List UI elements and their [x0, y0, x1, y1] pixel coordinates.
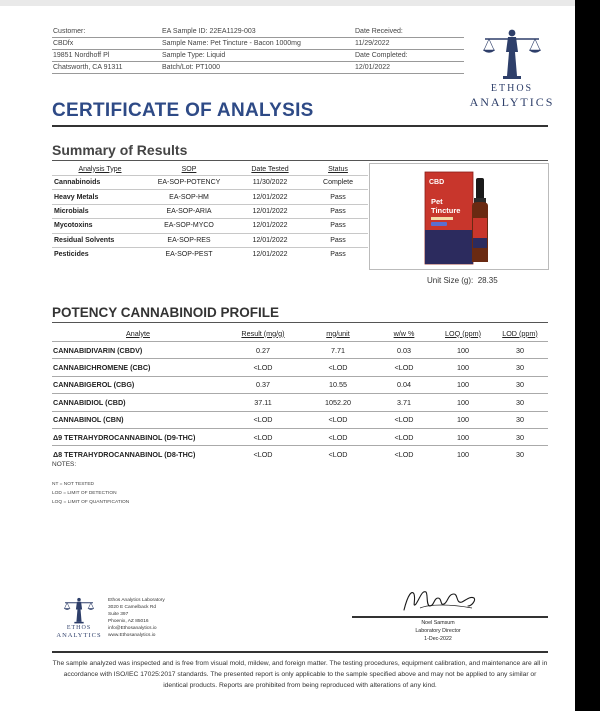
result-cell: 37.11	[224, 394, 302, 411]
footer-logo-line1: ETHOS	[66, 625, 92, 631]
col-lod: LOD (ppm)	[502, 328, 538, 338]
ww-cell: <LOD	[374, 359, 434, 376]
table-row	[52, 190, 368, 204]
unit-size	[427, 276, 498, 285]
sample-name: Sample Name: Pet Tincture - Bacon 1000mg	[162, 40, 301, 47]
lab-street: 3020 E Camelback Rd	[108, 604, 156, 610]
status-cell: Pass	[308, 204, 368, 218]
col-analyte: Analyte	[126, 328, 150, 338]
product-photo	[422, 168, 498, 266]
customer-name: CBDfx	[53, 40, 74, 47]
date-cell: 12/01/2022	[232, 190, 308, 204]
lod-cell: 30	[492, 411, 548, 428]
sop-cell: EA-SOP-HM	[146, 190, 232, 204]
ww-cell: 0.03	[374, 342, 434, 359]
top-edge	[0, 0, 600, 6]
result-cell: <LOD	[224, 428, 302, 445]
table-row	[52, 376, 548, 393]
customer-street: 19851 Nordhoff Pl	[53, 52, 110, 59]
date-received-value: 11/29/2022	[355, 40, 390, 47]
lab-name: Ethos Analytics Laboratory	[108, 598, 165, 603]
legend-nt: NT = NOT TESTED	[52, 482, 94, 487]
brand-label: CBD	[429, 179, 445, 186]
footer-logo-line2: ANALYTICS	[56, 632, 102, 639]
disclaimer-text: The sample analyzed was inspected and is free from visual mold, mildew, and foreign matter. The testing procedures, equipment calibration, and maintenance are all in accordance with ISO/IEC 17025:2017 standards. The presented report is only applicable to the sample specified above and may not be applied to any similar or identical products. Reports are prohibited from being reproduced with alterations of any kind.	[52, 660, 548, 689]
loq-cell: 100	[434, 446, 492, 463]
table-row	[52, 247, 368, 261]
date-cell: 12/01/2022	[232, 204, 308, 218]
logo-line1: ETHOS	[490, 83, 534, 94]
page-title: CERTIFICATE OF ANALYSIS	[52, 100, 314, 121]
potency-heading: POTENCY CANNABINOID PROFILE	[52, 305, 280, 320]
table-row	[52, 446, 548, 463]
table-row	[52, 233, 368, 247]
lab-website[interactable]: www.Ethosanalytics.io	[108, 632, 156, 638]
result-cell: <LOD	[224, 411, 302, 428]
lod-cell: 30	[492, 342, 548, 359]
col-mg-unit: mg/unit	[326, 328, 350, 338]
sop-cell: EA-SOP-POTENCY	[146, 176, 232, 190]
signer-role: Laboratory Director	[415, 627, 461, 634]
analysis-type-cell: Cannabinoids	[52, 176, 146, 190]
result-cell: <LOD	[224, 359, 302, 376]
result-cell: 0.27	[224, 342, 302, 359]
date-cell: 12/01/2022	[232, 219, 308, 233]
footer-divider	[52, 651, 548, 653]
status-cell: Pass	[308, 219, 368, 233]
table-row	[52, 394, 548, 411]
date-completed-value: 12/01/2022	[355, 64, 391, 71]
analysis-type-cell: Residual Solvents	[52, 233, 146, 247]
notes-label: NOTES:	[52, 461, 77, 468]
justice-logo-icon	[481, 26, 543, 84]
summary-table	[52, 163, 368, 261]
legend-loq: LOQ = LIMIT OF QUANTIFICATION	[52, 500, 130, 505]
col-sop: SOP	[181, 165, 197, 173]
potency-table	[52, 325, 548, 463]
table-row	[52, 411, 548, 428]
lod-cell: 30	[492, 428, 548, 445]
mg-unit-cell: <LOD	[302, 446, 374, 463]
header-divider	[52, 37, 464, 38]
lab-city: Phoenix, AZ 85016	[108, 618, 149, 624]
page-right-border	[575, 0, 600, 711]
mg-unit-cell: <LOD	[302, 428, 374, 445]
loq-cell: 100	[434, 359, 492, 376]
analyte-cell: CANNABICHROMENE (CBC)	[52, 359, 224, 376]
ww-cell: <LOD	[374, 446, 434, 463]
product-name-line2: Tincture	[431, 206, 461, 215]
legend-lod: LOD = LIMIT OF DETECTION	[52, 491, 117, 496]
analysis-type-cell: Pesticides	[52, 247, 146, 261]
ww-cell: <LOD	[374, 411, 434, 428]
status-cell: Complete	[308, 176, 368, 190]
table-row	[52, 219, 368, 233]
footer-justice-logo-icon	[62, 596, 96, 626]
col-date-tested: Date Tested	[251, 165, 289, 173]
sop-cell: EA-SOP-ARIA	[146, 204, 232, 218]
unit-size-value: 28.35	[477, 276, 498, 285]
ww-cell: <LOD	[374, 428, 434, 445]
mg-unit-cell: <LOD	[302, 411, 374, 428]
product-name-line1: Pet	[431, 197, 443, 206]
loq-cell: 100	[434, 376, 492, 393]
product-image-frame	[369, 163, 549, 270]
analyte-cell: Δ9 TETRAHYDROCANNABINOL (D9-THC)	[52, 428, 224, 445]
lab-suite: Suite 397	[108, 611, 129, 617]
sop-cell: EA-SOP-MYCO	[146, 219, 232, 233]
loq-cell: 100	[434, 411, 492, 428]
batch-lot: Batch/Lot: PT1000	[162, 64, 220, 71]
status-cell: Pass	[308, 233, 368, 247]
analysis-type-cell: Microbials	[52, 204, 146, 218]
logo-line2: ANALYTICS	[469, 95, 555, 109]
analysis-type-cell: Mycotoxins	[52, 219, 146, 233]
lab-email[interactable]: info@Ethosanalytics.io	[108, 625, 157, 631]
lab-address	[108, 598, 165, 639]
table-row	[52, 342, 548, 359]
lod-cell: 30	[492, 394, 548, 411]
analyte-cell: Δ8 TETRAHYDROCANNABINOL (D8-THC)	[52, 446, 224, 463]
result-cell: 0.37	[224, 376, 302, 393]
analyte-cell: CANNABINOL (CBN)	[52, 411, 224, 428]
mg-unit-cell: 1052.20	[302, 394, 374, 411]
customer-label: Customer:	[53, 28, 86, 35]
signature-block	[352, 620, 524, 643]
col-ww: w/w %	[393, 328, 415, 338]
date-completed-label: Date Completed:	[355, 52, 408, 59]
sample-id: EA Sample ID: 22EA1129-003	[162, 28, 256, 35]
loq-cell: 100	[434, 342, 492, 359]
table-row	[52, 428, 548, 445]
mg-unit-cell: 10.55	[302, 376, 374, 393]
analyte-cell: CANNABIDIOL (CBD)	[52, 394, 224, 411]
lod-cell: 30	[492, 359, 548, 376]
header-divider	[52, 49, 464, 50]
signer-name: Noel Samsum	[421, 620, 455, 626]
sample-type: Sample Type: Liquid	[162, 52, 226, 59]
lod-cell: 30	[492, 446, 548, 463]
potency-divider	[52, 322, 548, 323]
table-row	[52, 176, 368, 190]
sop-cell: EA-SOP-RES	[146, 233, 232, 247]
signature-date: 1-Dec-2022	[424, 635, 452, 642]
table-row	[52, 204, 368, 218]
header-divider	[52, 73, 464, 74]
ww-cell: 0.04	[374, 376, 434, 393]
result-cell: <LOD	[224, 446, 302, 463]
analysis-type-cell: Heavy Metals	[52, 190, 146, 204]
title-divider	[52, 125, 548, 127]
unit-size-label: Unit Size (g):	[427, 276, 474, 285]
lod-cell: 30	[492, 376, 548, 393]
customer-city: Chatsworth, CA 91311	[53, 64, 123, 71]
ww-cell: 3.71	[374, 394, 434, 411]
status-cell: Pass	[308, 190, 368, 204]
date-received-label: Date Received:	[355, 28, 403, 35]
analyte-cell: CANNABIGEROL (CBG)	[52, 376, 224, 393]
summary-heading: Summary of Results	[52, 142, 188, 158]
table-row	[52, 359, 548, 376]
mg-unit-cell: <LOD	[302, 359, 374, 376]
header-divider	[52, 61, 464, 62]
sop-cell: EA-SOP-PEST	[146, 247, 232, 261]
status-cell: Pass	[308, 247, 368, 261]
analyte-cell: CANNABIDIVARIN (CBDV)	[52, 342, 224, 359]
loq-cell: 100	[434, 394, 492, 411]
col-analysis-type: Analysis Type	[78, 165, 122, 173]
col-loq: LOQ (ppm)	[445, 328, 481, 338]
mg-unit-cell: 7.71	[302, 342, 374, 359]
col-status: Status	[328, 165, 348, 173]
date-cell: 12/01/2022	[232, 233, 308, 247]
summary-header-row	[52, 163, 368, 176]
date-cell: 12/01/2022	[232, 247, 308, 261]
signature-image	[400, 584, 480, 616]
loq-cell: 100	[434, 428, 492, 445]
potency-header-row	[52, 325, 548, 342]
signature-line	[352, 616, 548, 618]
date-cell: 11/30/2022	[232, 176, 308, 190]
summary-divider	[52, 160, 548, 161]
col-result: Result (mg/g)	[241, 328, 285, 338]
